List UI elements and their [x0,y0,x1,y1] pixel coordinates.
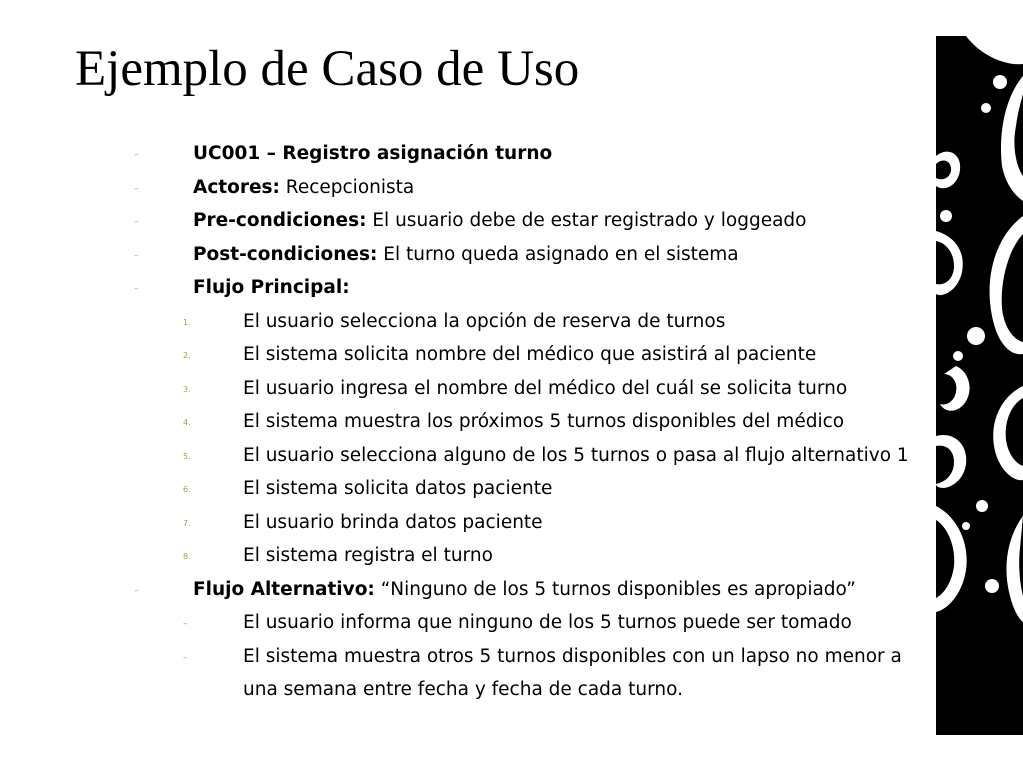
list-item-preconditions [0,204,1023,238]
step-number: 6. [183,485,191,494]
main-flow-step [0,539,1023,573]
list-item-alt-flow [0,573,1023,607]
step-text: El sistema solicita nombre del médico que asistirá al paciente [243,344,817,365]
alt-flow-description: “Ninguno de los 5 turnos disponibles es apropiado” [374,578,856,600]
main-flow-step [0,506,1023,540]
preconditions-label: Pre-condiciones: [193,210,367,231]
list-item-use-case-id [0,137,1023,171]
dash-bullet-icon: – [134,250,139,261]
alt-flow-item-text: una semana entre fecha y fecha de cada turno. [243,679,683,700]
main-flow-step [0,439,1023,473]
main-flow-step [0,305,1023,339]
main-flow-step [0,338,1023,372]
step-number: 1. [183,317,191,327]
step-number: 4. [183,418,191,427]
slide-title: Ejemplo de Caso de Uso [75,41,580,97]
step-text: El sistema registra el turno [243,545,493,566]
slide-content [0,137,1023,707]
dash-bullet-icon: – [134,183,139,194]
alt-flow-label: Flujo Alternativo: [193,578,375,600]
actors-value: Recepcionista [279,176,415,198]
alt-flow-item-text: El usuario informa que ninguno de los 5 turnos puede ser tomado [243,612,852,633]
dash-bullet-icon: – [183,652,188,663]
floral-decoration-image [936,36,1023,735]
step-text: El usuario selecciona alguno de los 5 turnos o pasa al flujo alternativo 1 [243,444,909,466]
step-text: El usuario selecciona la opción de reserva de turnos [243,310,726,332]
step-number: 2. [183,351,191,360]
alt-flow-item [0,606,1023,640]
list-item-postconditions [0,238,1023,272]
use-case-id: UC001 – Registro asignación turno [193,143,553,164]
list-item-main-flow [0,271,1023,305]
main-flow-step [0,372,1023,406]
main-flow-step [0,405,1023,439]
dash-bullet-icon: – [134,585,139,596]
dash-bullet-icon: – [183,619,188,629]
main-flow-label: Flujo Principal: [193,277,350,298]
dash-bullet-icon: – [134,217,139,227]
dash-bullet-icon: – [134,150,139,160]
step-number: 8. [183,552,191,561]
step-number: 3. [183,384,191,394]
step-text: El sistema solicita datos paciente [243,478,553,499]
actors-label: Actores: [193,176,280,198]
step-number: 7. [183,518,191,528]
postconditions-value: El turno queda asignado en el sistema [377,243,739,265]
step-text: El sistema muestra los próximos 5 turnos disponibles del médico [243,411,845,432]
alt-flow-item-text: El sistema muestra otros 5 turnos disponibles con un lapso no menor a [243,645,902,667]
dash-bullet-icon: – [134,284,139,294]
step-number: 5. [183,451,191,461]
preconditions-value: El usuario debe de estar registrado y loggeado [366,210,807,231]
step-text: El usuario ingresa el nombre del médico del cuál se solicita turno [243,377,848,399]
postconditions-label: Post-condiciones: [193,243,378,265]
main-flow-step [0,472,1023,506]
step-text: El usuario brinda datos paciente [243,511,543,533]
list-item-actors [0,171,1023,205]
alt-flow-item [0,640,1023,674]
alt-flow-item-continuation [0,673,1023,707]
